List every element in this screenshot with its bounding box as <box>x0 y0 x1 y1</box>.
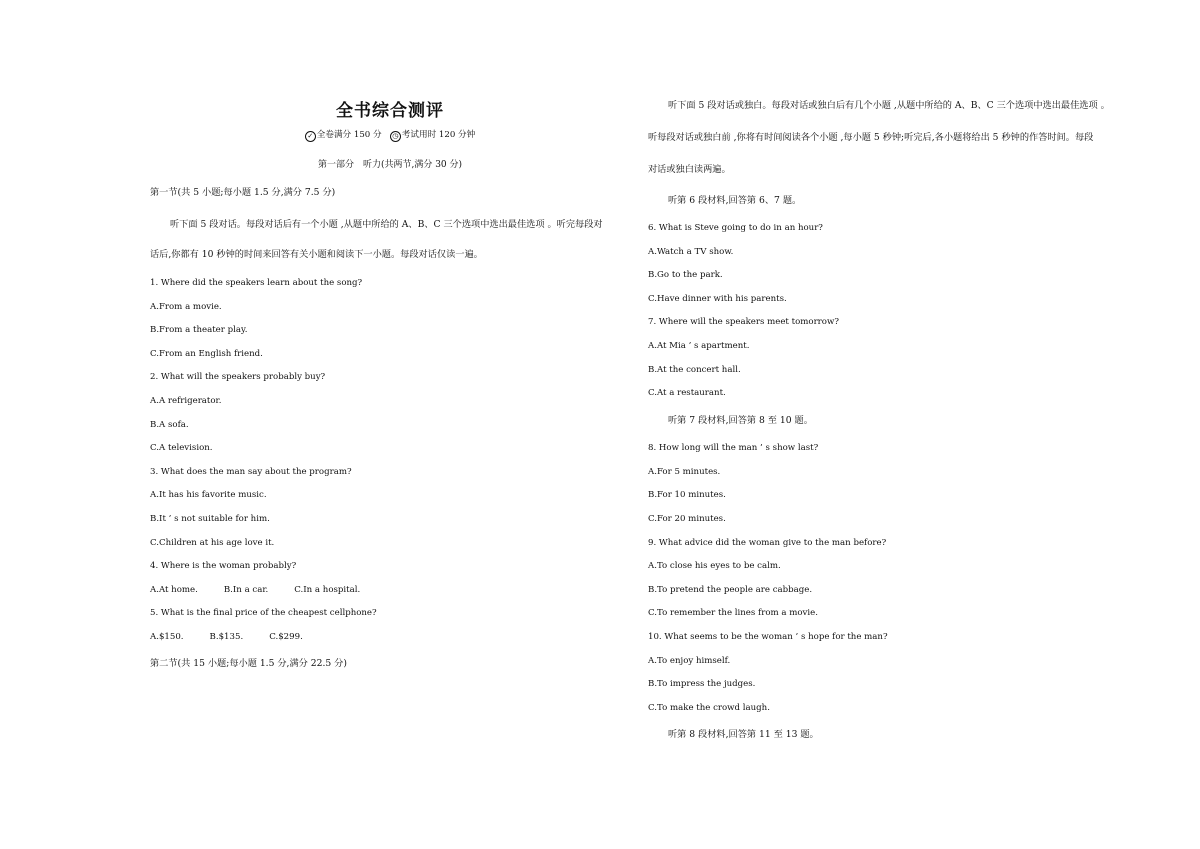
option-5a: A.$150. <box>150 632 184 642</box>
options-5 <box>150 631 303 643</box>
question-5: 5. What is the final price of the cheapest cellphone? <box>150 608 377 618</box>
question-6: 6. What is Steve going to do in an hour? <box>648 223 823 233</box>
option-6b: B.Go to the park. <box>648 270 723 280</box>
section1-instructions-1: 听下面 5 段对话。每段对话后有一个小题 ,从题中所给的 A、B、C 三个选项中选出最佳选项 。听完每段对 <box>170 219 603 230</box>
option-2a: A.A refrigerator. <box>150 396 222 406</box>
options-4 <box>150 584 360 596</box>
question-1: 1. Where did the speakers learn about the song? <box>150 278 363 288</box>
question-2: 2. What will the speakers probably buy? <box>150 372 326 382</box>
time-text: 考试用时 120 分钟 <box>401 130 476 140</box>
check-icon: ✓ <box>305 131 316 142</box>
question-8: 8. How long will the man ’ s show last? <box>648 443 819 453</box>
option-10c: C.To make the crowd laugh. <box>648 703 770 713</box>
score-text: 全卷满分 150 分 <box>316 130 382 140</box>
option-2b: B.A sofa. <box>150 420 189 430</box>
section2-heading: 第二节(共 15 小题;每小题 1.5 分,满分 22.5 分) <box>150 658 347 669</box>
option-9b: B.To pretend the people are cabbage. <box>648 585 813 595</box>
exam-meta <box>150 128 630 142</box>
option-8b: B.For 10 minutes. <box>648 490 726 500</box>
option-7b: B.At the concert hall. <box>648 365 741 375</box>
option-9c: C.To remember the lines from a movie. <box>648 608 818 618</box>
option-10b: B.To impress the judges. <box>648 679 756 689</box>
option-5b: B.$135. <box>209 632 244 642</box>
option-8c: C.For 20 minutes. <box>648 514 726 524</box>
option-3a: A.It has his favorite music. <box>150 490 267 500</box>
option-6a: A.Watch a TV show. <box>648 247 734 257</box>
section1-heading: 第一节(共 5 小题;每小题 1.5 分,满分 7.5 分) <box>150 187 336 198</box>
option-9a: A.To close his eyes to be calm. <box>648 561 781 571</box>
option-10a: A.To enjoy himself. <box>648 656 731 666</box>
option-4a: A.At home. <box>150 585 198 595</box>
section2-instructions-2: 听每段对话或独白前 ,你将有时间阅读各个小题 ,每小题 5 秒钟;听完后,各小题将给出 5 秒钟的作答时间。每段 <box>648 132 1094 143</box>
option-1b: B.From a theater play. <box>150 325 248 335</box>
option-6c: C.Have dinner with his parents. <box>648 294 787 304</box>
option-2c: C.A television. <box>150 443 213 453</box>
option-5c: C.$299. <box>269 632 303 642</box>
material-7-heading: 听第 7 段材料,回答第 8 至 10 题。 <box>668 415 813 426</box>
question-10: 10. What seems to be the woman ’ s hope for the man? <box>648 632 888 642</box>
option-4b: B.In a car. <box>223 585 269 595</box>
clock-icon: ◷ <box>390 131 401 142</box>
option-1a: A.From a movie. <box>150 302 222 312</box>
option-1c: C.From an English friend. <box>150 349 263 359</box>
option-7c: C.At a restaurant. <box>648 388 726 398</box>
option-8a: A.For 5 minutes. <box>648 467 721 477</box>
option-4c: C.In a hospital. <box>294 585 361 595</box>
section1-instructions-2: 话后,你都有 10 秒钟的时间来回答有关小题和阅读下一小题。每段对话仅读一遍。 <box>150 249 483 260</box>
question-9: 9. What advice did the woman give to the man before? <box>648 538 887 548</box>
material-8-heading: 听第 8 段材料,回答第 11 至 13 题。 <box>668 729 819 740</box>
option-3b: B.It ’ s not suitable for him. <box>150 514 270 524</box>
section2-instructions-1: 听下面 5 段对话或独白。每段对话或独白后有几个小题 ,从题中所给的 A、B、C 三个选项中选出最佳选项 。 <box>668 100 1110 111</box>
question-4: 4. Where is the woman probably? <box>150 561 297 571</box>
section2-instructions-3: 对话或独白读两遍。 <box>648 164 731 175</box>
question-3: 3. What does the man say about the program? <box>150 467 352 477</box>
option-7a: A.At Mia ’ s apartment. <box>648 341 750 351</box>
part-heading: 第一部分 听力(共两节,满分 30 分) <box>317 160 463 170</box>
page-title: 全书综合测评 <box>336 101 444 121</box>
option-3c: C.Children at his age love it. <box>150 538 275 548</box>
material-6-heading: 听第 6 段材料,回答第 6、7 题。 <box>668 195 802 206</box>
question-7: 7. Where will the speakers meet tomorrow? <box>648 317 839 327</box>
